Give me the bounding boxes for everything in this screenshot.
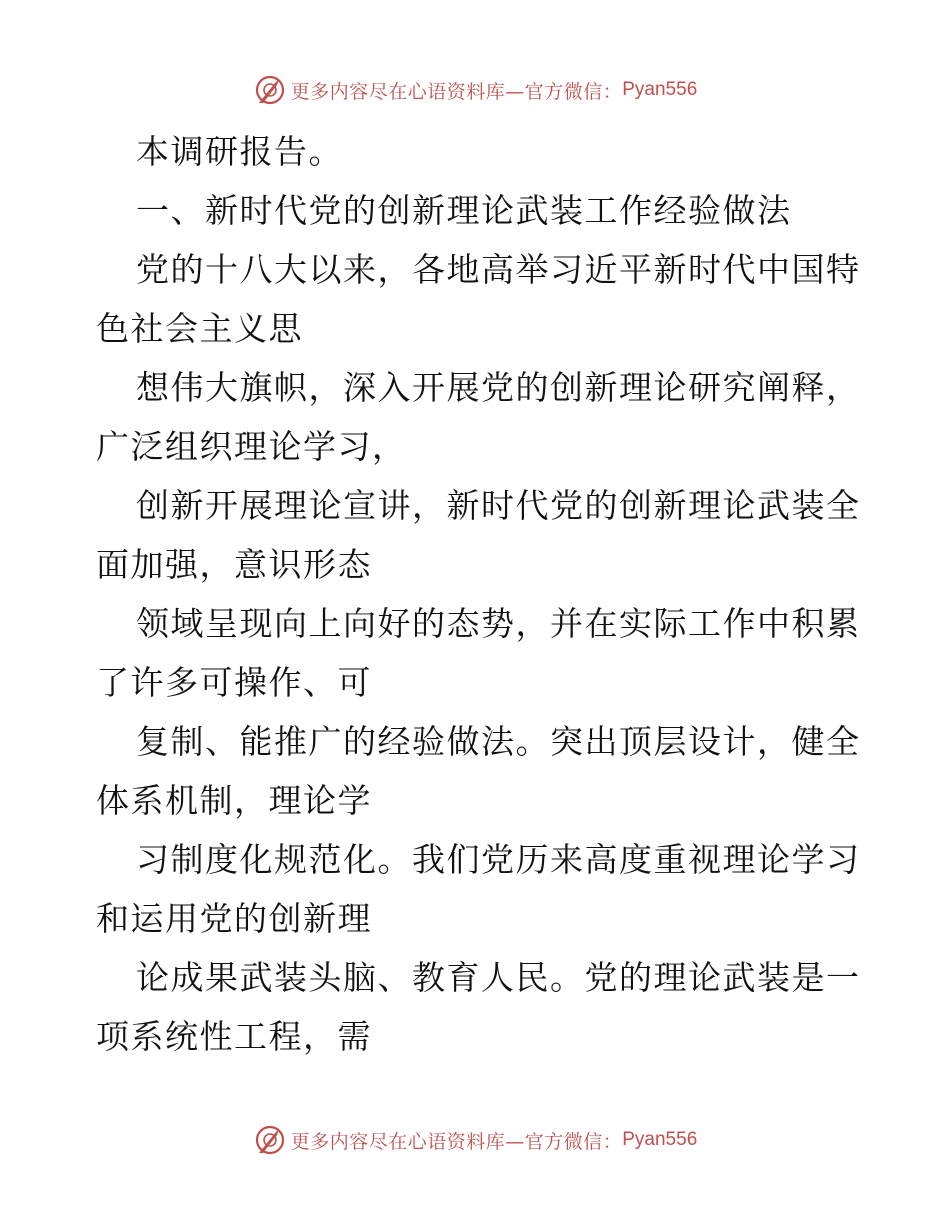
text-line: 和运用党的创新理 (96, 899, 372, 938)
header-banner (0, 70, 950, 110)
banner-wechat-id: Pyan556 (622, 79, 698, 100)
text-line: 色社会主义思 (96, 309, 303, 348)
quill-logo-icon (253, 73, 287, 107)
text-line: 本调研报告。 (136, 132, 343, 171)
text-line: 广泛组织理论学习， (96, 427, 407, 466)
text-line: 体系机制，理论学 (96, 781, 372, 820)
footer-banner (0, 1120, 950, 1160)
text-line: 党的十八大以来，各地高举习近平新时代中国特 (136, 250, 861, 289)
text-line: 想伟大旗帜，深入开展党的创新理论研究阐释， (136, 368, 861, 407)
section-heading: 一、新时代党的创新理论武装工作经验做法 (136, 191, 792, 230)
quill-logo-icon (253, 1123, 287, 1157)
text-line: 项系统性工程，需 (96, 1017, 372, 1056)
text-line: 领域呈现向上向好的态势，并在实际工作中积累 (136, 604, 861, 643)
text-line: 创新开展理论宣讲，新时代党的创新理论武装全 (136, 486, 861, 525)
text-line: 复制、能推广的经验做法。突出顶层设计，健全 (136, 722, 861, 761)
banner-wechat-id: Pyan556 (622, 1129, 698, 1150)
text-line: 论成果武装头脑、教育人民。党的理论武装是一 (136, 958, 861, 997)
banner-text: 更多内容尽在心语资料库—官方微信： (290, 1130, 623, 1153)
text-line: 面加强，意识形态 (96, 545, 372, 584)
banner-text: 更多内容尽在心语资料库—官方微信： (290, 80, 623, 103)
text-line: 习制度化规范化。我们党历来高度重视理论学习 (136, 840, 861, 879)
document-body (96, 122, 861, 1066)
text-line: 了许多可操作、可 (96, 663, 372, 702)
